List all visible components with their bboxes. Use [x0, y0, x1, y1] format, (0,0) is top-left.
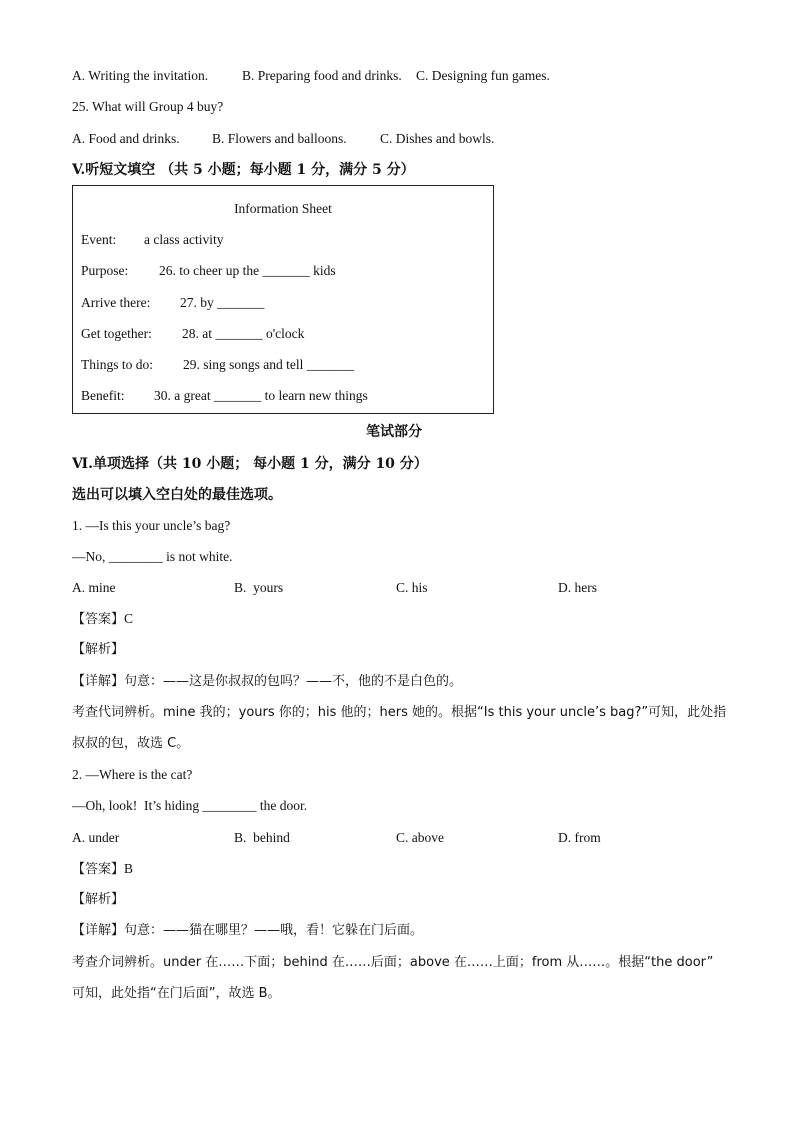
q25-option-c: C. Dishes and bowls.	[380, 131, 495, 146]
q1-answer-tag: 【答案】	[72, 612, 125, 627]
info-value-things-to-do: 29. sing songs and tell _______	[183, 357, 354, 372]
information-sheet-title: Information Sheet	[234, 201, 332, 216]
info-label-event: Event:	[81, 232, 117, 247]
info-value-benefit: 30. a great _______ to learn new things	[154, 388, 368, 403]
info-label-arrive: Arrive there:	[81, 295, 151, 310]
q1-option-b: B. yours	[234, 580, 284, 595]
info-label-purpose: Purpose:	[81, 263, 129, 278]
q24-option-b: B. Preparing food and drinks.	[242, 68, 402, 83]
q1-option-d: D. hers	[558, 580, 597, 595]
q2-detail: 【详解】句意：——猫在哪里？——哦，看！它躲在门后面。	[72, 923, 424, 938]
q2-line2: —Oh, look! It’s hiding ________ the door.	[72, 798, 308, 813]
q1-detail: 【详解】句意：——这是你叔叔的包吗？——不，他的不是白色的。	[72, 674, 463, 689]
q2-option-b: B. behind	[234, 830, 290, 845]
q25-option-a: A. Food and drinks.	[72, 131, 180, 146]
q1-option-c: C. his	[396, 580, 428, 595]
info-label-benefit: Benefit:	[81, 388, 125, 403]
q2-answer-value: B	[124, 861, 134, 876]
q1-answer-value: C	[124, 611, 134, 626]
q1-option-a: A. mine	[72, 580, 116, 595]
info-value-get-together: 28. at _______ o'clock	[182, 326, 305, 341]
info-label-things-to-do: Things to do:	[81, 357, 154, 372]
info-value-arrive: 27. by _______	[180, 295, 265, 310]
q25-question: 25. What will Group 4 buy?	[72, 99, 224, 114]
q2-option-a: A. under	[72, 830, 120, 845]
q24-option-a: A. Writing the invitation.	[72, 68, 209, 83]
q2-line1: 2. —Where is the cat?	[72, 767, 193, 782]
q1-explain-line1: 考查代词辨析。mine 我的；yours 你的；his 他的；hers 她的。根据“Is this your uncle’s bag?”可知，此处指	[72, 705, 727, 720]
q2-analysis-tag: 【解析】	[72, 892, 125, 907]
written-part-heading: 笔试部分	[366, 424, 422, 440]
q2-answer	[72, 860, 133, 879]
information-sheet	[72, 185, 494, 414]
q2-option-c: C. above	[396, 830, 444, 845]
q2-answer-tag: 【答案】	[72, 862, 125, 877]
section6-instruction: 选出可以填入空白处的最佳选项。	[72, 487, 282, 503]
q1-answer	[72, 610, 133, 629]
info-value-purpose: 26. to cheer up the _______ kids	[159, 263, 336, 278]
q2-explain-line1: 考查介词辨析。under 在……下面；behind 在……后面；above 在……上面；from 从……。根据“the door”	[72, 955, 714, 970]
q2-explain-line2: 可知，此处指“在门后面”，故选 B。	[72, 986, 281, 1001]
q25-option-b: B. Flowers and balloons.	[212, 131, 347, 146]
q1-line1: 1. —Is this your uncle’s bag?	[72, 518, 231, 533]
section5-heading: V.听短文填空 （共 5 小题；每小题 1 分，满分 5 分）	[72, 162, 415, 178]
info-label-get-together: Get together:	[81, 326, 152, 341]
info-value-event: a class activity	[144, 232, 224, 247]
q1-analysis-tag: 【解析】	[72, 642, 125, 657]
q1-line2: —No, ________ is not white.	[72, 549, 233, 564]
q24-option-c: C. Designing fun games.	[416, 68, 550, 83]
q1-explain-line2: 叔叔的包，故选 C。	[72, 736, 190, 751]
q2-option-d: D. from	[558, 830, 601, 845]
section6-heading: Ⅵ.单项选择（共 10 小题； 每小题 1 分，满分 10 分）	[72, 456, 428, 472]
